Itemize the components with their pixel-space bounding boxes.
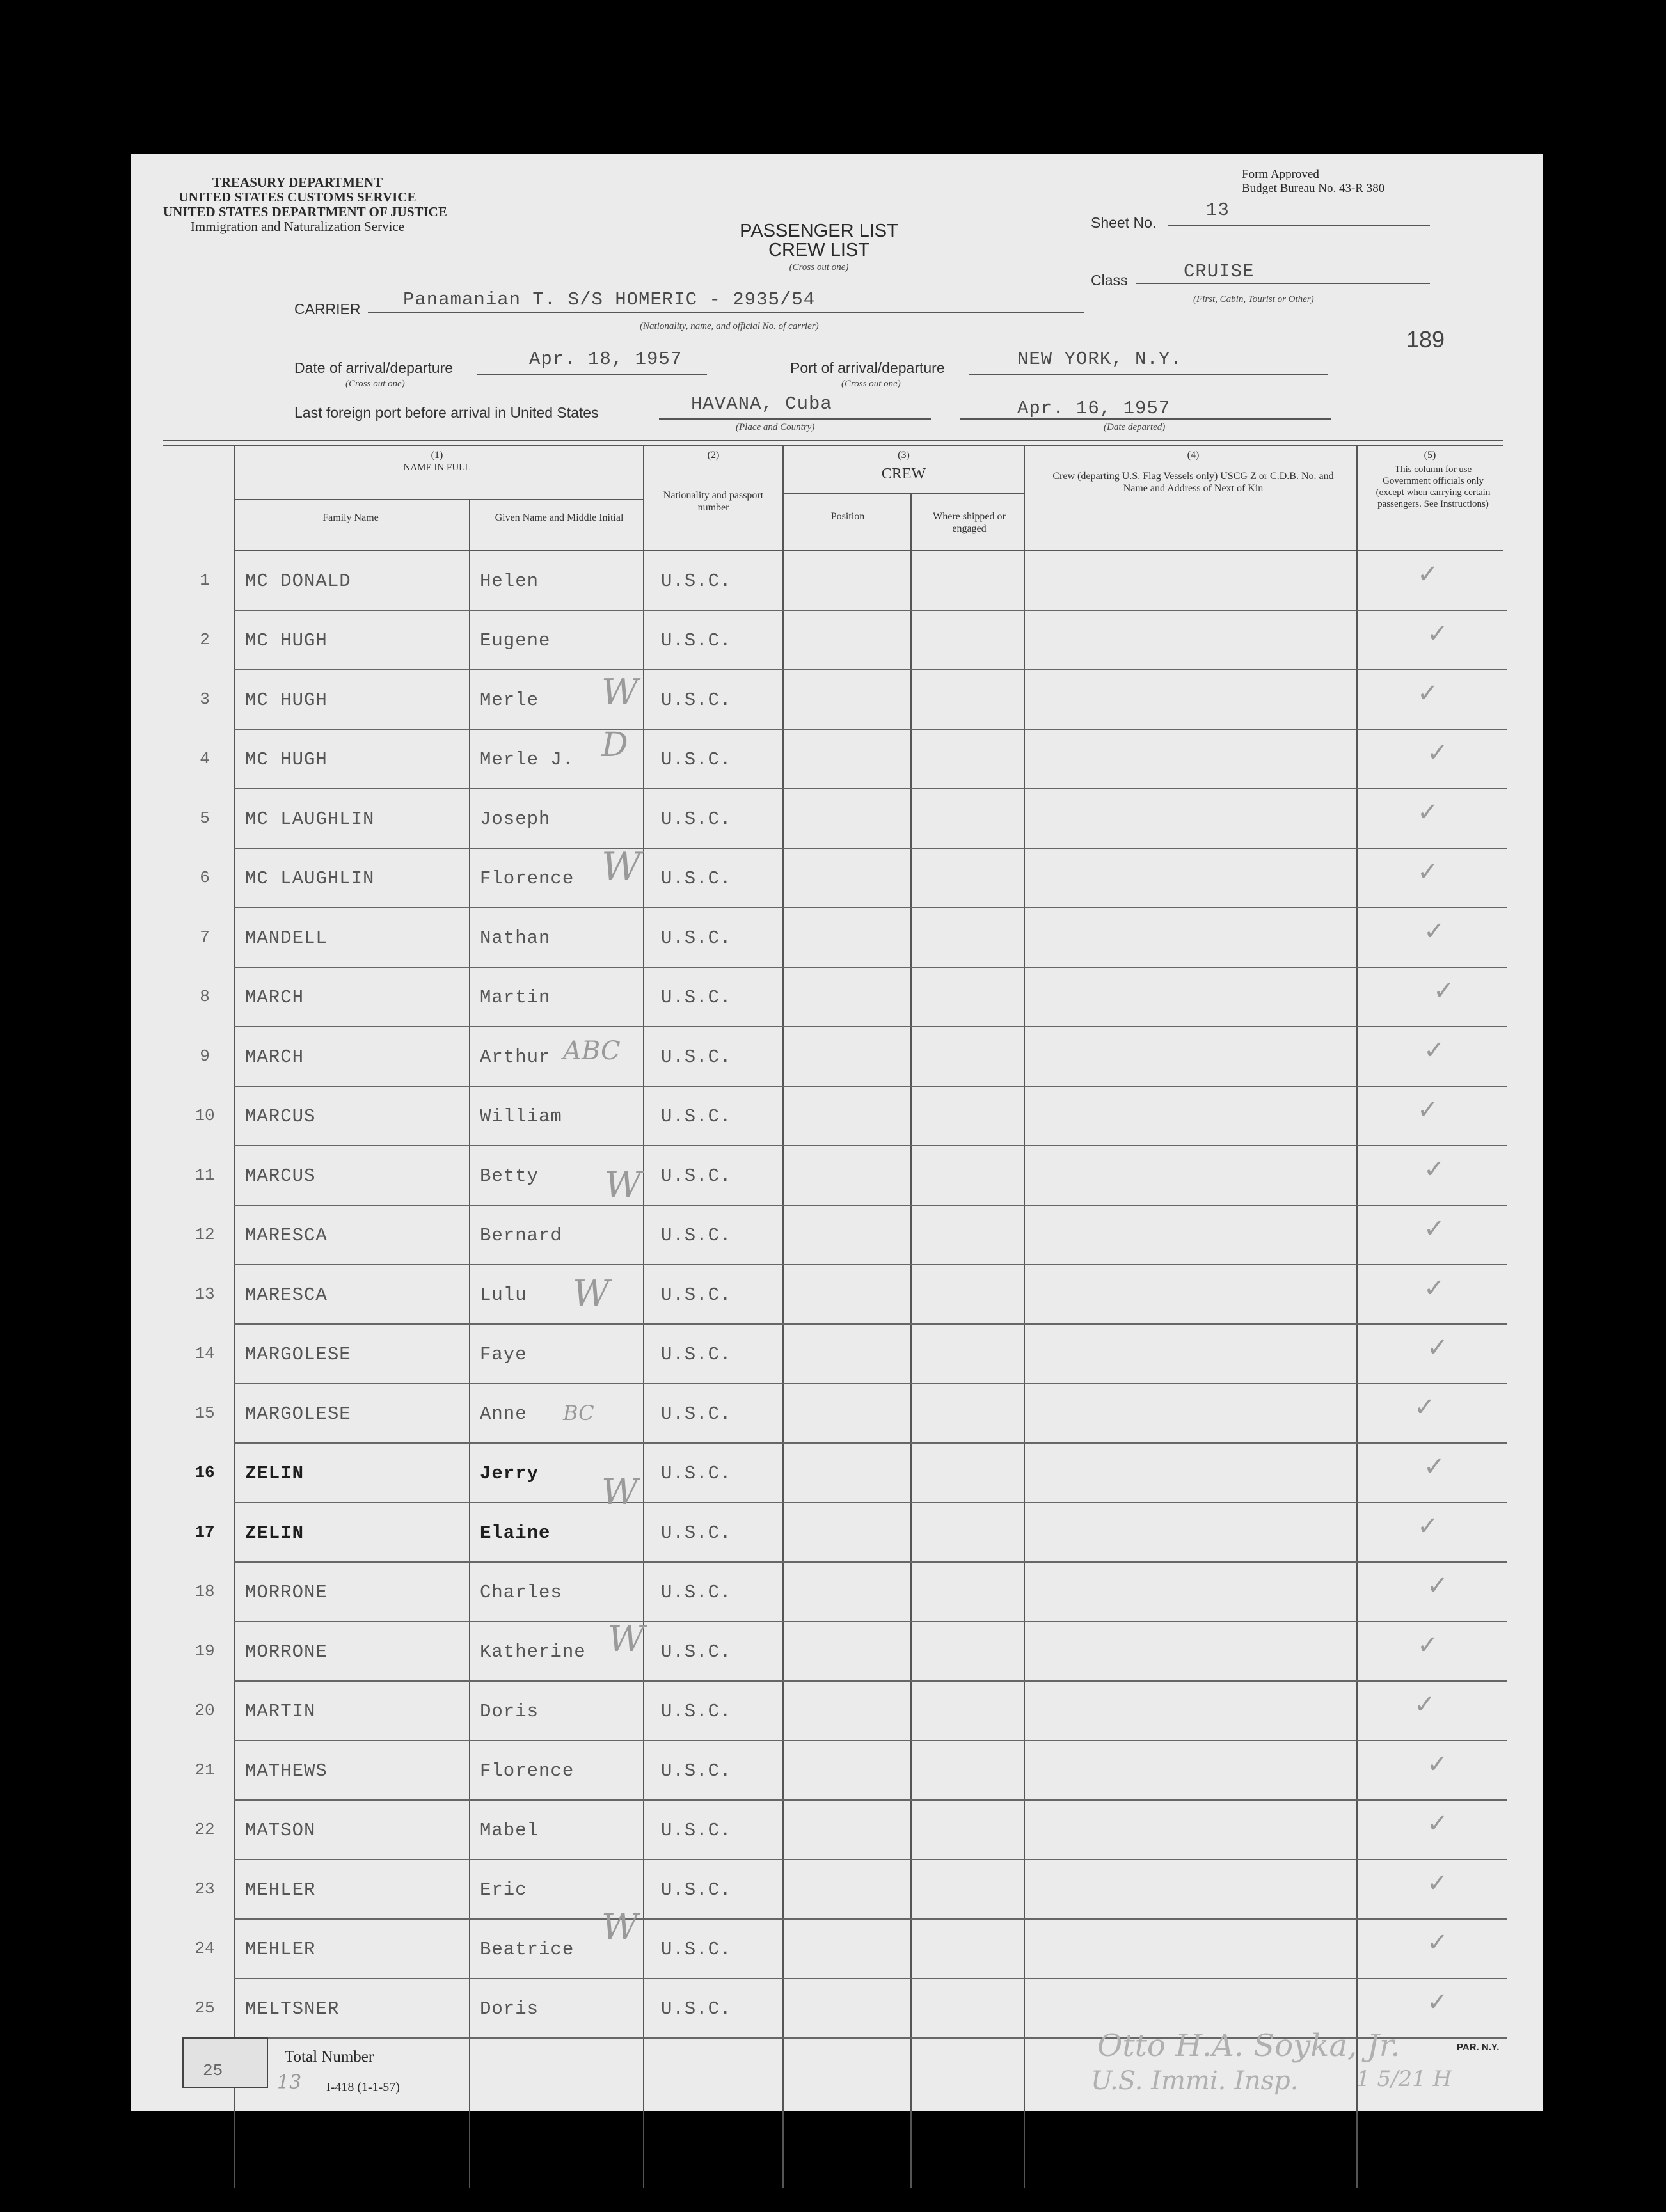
row-number: 8 xyxy=(200,987,210,1006)
row-number: 10 xyxy=(194,1106,215,1125)
check-mark-icon: ✓ xyxy=(1417,857,1439,887)
family-name: MORRONE xyxy=(245,1641,328,1663)
given-name: Merle J. xyxy=(480,749,575,770)
row-number: 18 xyxy=(194,1582,215,1601)
check-mark-icon: ✓ xyxy=(1414,1393,1436,1422)
family-name: MARGOLESE xyxy=(245,1344,351,1365)
nationality: U.S.C. xyxy=(661,1760,732,1781)
given-name: Betty xyxy=(480,1165,539,1187)
handwritten-mark: D xyxy=(601,726,628,764)
sheet-value: 13 xyxy=(1206,200,1230,221)
family-name: MC HUGH xyxy=(245,749,328,770)
check-mark-icon: ✓ xyxy=(1427,1571,1448,1600)
row-divider xyxy=(234,610,1507,611)
row-number: 21 xyxy=(194,1760,215,1780)
row-number: 15 xyxy=(194,1403,215,1423)
row-number: 20 xyxy=(194,1701,215,1720)
nationality: U.S.C. xyxy=(661,1225,732,1246)
family-name: ZELIN xyxy=(245,1522,305,1544)
check-mark-icon: ✓ xyxy=(1417,560,1439,589)
family-name: MARCUS xyxy=(245,1165,316,1187)
given-name: Merle xyxy=(480,690,539,711)
port-label: Port of arrival/departure xyxy=(790,359,945,376)
handwritten-mark: W xyxy=(608,1618,645,1660)
family-name: MELTSNER xyxy=(245,1998,340,2019)
nationality: U.S.C. xyxy=(661,1641,732,1663)
given-name: Joseph xyxy=(480,809,551,830)
row-number: 3 xyxy=(200,690,210,709)
budget-bureau: Budget Bureau No. 43-R 380 xyxy=(1242,182,1385,195)
nationality: U.S.C. xyxy=(661,1463,732,1484)
col4-title: Crew (departing U.S. Flag Vessels only) USCG Z or C.D.B. No. and Name and Address of Next of Kin xyxy=(1052,471,1334,494)
check-mark-icon: ✓ xyxy=(1427,1928,1448,1957)
nationality: U.S.C. xyxy=(661,1284,732,1306)
family-name: MARCH xyxy=(245,987,305,1008)
row-number: 22 xyxy=(194,1820,215,1839)
cross-out-note: (Cross out one) xyxy=(789,262,849,273)
class-label: Class xyxy=(1091,272,1128,288)
given-name: Arthur xyxy=(480,1047,551,1068)
inspector-title: U.S. Immi. Insp. xyxy=(1091,2066,1299,2096)
nationality: U.S.C. xyxy=(661,928,732,949)
check-mark-icon: ✓ xyxy=(1417,798,1439,827)
stamp-note: 1 5/21 H xyxy=(1356,2066,1452,2092)
printer-mark: PAR. N.Y. xyxy=(1457,2042,1500,2053)
row-divider xyxy=(234,1799,1507,1801)
given-name: Florence xyxy=(480,868,575,889)
check-mark-icon: ✓ xyxy=(1427,1868,1448,1898)
row-divider xyxy=(234,1561,1507,1563)
family-name: MC DONALD xyxy=(245,571,351,592)
check-mark-icon: ✓ xyxy=(1427,1750,1448,1779)
last-port-caption: (Place and Country) xyxy=(736,422,815,432)
row-number: 1 xyxy=(200,571,210,590)
nationality: U.S.C. xyxy=(661,749,732,770)
check-mark-icon: ✓ xyxy=(1417,1631,1439,1660)
handwritten-mark: ABC xyxy=(563,1036,621,1066)
handwritten-mark: W xyxy=(573,1273,610,1315)
given-name: Doris xyxy=(480,1998,539,2019)
row-number: 4 xyxy=(200,749,210,768)
family-name-header: Family Name xyxy=(322,512,379,523)
row-number: 6 xyxy=(200,868,210,887)
family-name: MATHEWS xyxy=(245,1760,328,1781)
check-mark-icon: ✓ xyxy=(1424,1452,1445,1481)
nationality: U.S.C. xyxy=(661,1344,732,1365)
check-mark-icon: ✓ xyxy=(1424,1036,1445,1065)
nationality: U.S.C. xyxy=(661,1582,732,1603)
agency-line: UNITED STATES CUSTOMS SERVICE xyxy=(178,189,416,205)
col5-title: This column for use Government officials only (except when carrying certain passengers. See Instructions) xyxy=(1376,464,1491,509)
row-number: 24 xyxy=(194,1939,215,1958)
given-name: Anne xyxy=(480,1403,527,1425)
check-mark-icon: ✓ xyxy=(1417,679,1439,708)
row-divider xyxy=(234,1383,1507,1384)
nationality: U.S.C. xyxy=(661,1165,732,1187)
nationality: U.S.C. xyxy=(661,809,732,830)
row-number: 19 xyxy=(194,1641,215,1661)
given-name: William xyxy=(480,1106,562,1127)
col4-number: (4) xyxy=(1187,450,1200,461)
total-label: Total Number xyxy=(285,2048,374,2066)
nationality: U.S.C. xyxy=(661,1403,732,1425)
row-divider xyxy=(234,1026,1507,1027)
nationality: U.S.C. xyxy=(661,1047,732,1068)
carrier-caption: (Nationality, name, and official No. of carrier) xyxy=(640,321,819,331)
check-mark-icon: ✓ xyxy=(1414,1690,1436,1719)
given-name: Eugene xyxy=(480,630,551,651)
row-number: 16 xyxy=(194,1463,215,1482)
row-divider xyxy=(234,729,1507,730)
handwritten-mark: W xyxy=(601,672,639,713)
row-number: 13 xyxy=(194,1284,215,1304)
given-name: Eric xyxy=(480,1879,527,1900)
family-name: MARTIN xyxy=(245,1701,316,1722)
family-name: MEHLER xyxy=(245,1879,316,1900)
class-value: CRUISE xyxy=(1184,261,1255,282)
row-divider xyxy=(234,967,1507,968)
check-mark-icon: ✓ xyxy=(1417,1512,1439,1541)
document-sheet xyxy=(131,154,1543,2111)
row-divider xyxy=(234,1502,1507,1503)
total-box-value: 25 xyxy=(203,2061,223,2080)
row-number: 5 xyxy=(200,809,210,828)
agency-line: UNITED STATES DEPARTMENT OF JUSTICE xyxy=(163,204,447,219)
family-name: MARESCA xyxy=(245,1284,328,1306)
check-mark-icon: ✓ xyxy=(1427,1333,1448,1363)
given-name: Bernard xyxy=(480,1225,562,1246)
given-name: Mabel xyxy=(480,1820,539,1841)
row-number: 25 xyxy=(194,1998,215,2018)
given-name: Doris xyxy=(480,1701,539,1722)
check-mark-icon: ✓ xyxy=(1427,738,1448,768)
check-mark-icon: ✓ xyxy=(1424,917,1445,946)
date-departed-value: Apr. 16, 1957 xyxy=(1017,398,1171,419)
nationality: U.S.C. xyxy=(661,690,732,711)
nationality: U.S.C. xyxy=(661,630,732,651)
total-box xyxy=(182,2037,268,2088)
where-shipped-header: Where shipped or engaged xyxy=(933,511,1006,534)
row-number: 14 xyxy=(194,1344,215,1363)
nationality: U.S.C. xyxy=(661,1998,732,2019)
row-divider xyxy=(234,1264,1507,1265)
nationality: U.S.C. xyxy=(661,1939,732,1960)
check-mark-icon: ✓ xyxy=(1424,1274,1445,1303)
given-name: Charles xyxy=(480,1582,562,1603)
last-port-value: HAVANA, Cuba xyxy=(691,393,832,415)
given-name: Lulu xyxy=(480,1284,527,1306)
row-divider xyxy=(234,848,1507,849)
check-mark-icon: ✓ xyxy=(1417,1095,1439,1125)
cross-out-note: (Cross out one) xyxy=(841,379,901,389)
row-divider xyxy=(234,907,1507,908)
row-divider xyxy=(234,1205,1507,1206)
family-name: MEHLER xyxy=(245,1939,316,1960)
given-name: Katherine xyxy=(480,1641,586,1663)
form-approved: Form Approved xyxy=(1242,168,1319,181)
row-number: 17 xyxy=(194,1522,215,1542)
agency-line: Immigration and Naturalization Service xyxy=(190,219,405,234)
given-name: Beatrice xyxy=(480,1939,575,1960)
family-name: MATSON xyxy=(245,1820,316,1841)
given-name: Florence xyxy=(480,1760,575,1781)
check-mark-icon: ✓ xyxy=(1427,1987,1448,2017)
date-label: Date of arrival/departure xyxy=(294,359,454,376)
col1-number: (1) xyxy=(431,450,443,461)
row-number: 2 xyxy=(200,630,210,649)
handwritten-mark: W xyxy=(605,1164,642,1206)
col2-number: (2) xyxy=(707,450,720,461)
given-name: Elaine xyxy=(480,1522,551,1544)
agency-line: TREASURY DEPARTMENT xyxy=(212,175,383,190)
row-number: 11 xyxy=(194,1165,215,1185)
nationality: U.S.C. xyxy=(661,868,732,889)
family-name: MC LAUGHLIN xyxy=(245,868,375,889)
family-name: MARCH xyxy=(245,1047,305,1068)
family-name: MARCUS xyxy=(245,1106,316,1127)
row-number: 9 xyxy=(200,1047,210,1066)
inspector-signature: Otto H.A. Soyka, Jr. xyxy=(1097,2028,1400,2064)
family-name: ZELIN xyxy=(245,1463,305,1484)
carrier-value: Panamanian T. S/S HOMERIC - 2935/54 xyxy=(403,289,816,310)
family-name: MC LAUGHLIN xyxy=(245,809,375,830)
family-name: MANDELL xyxy=(245,928,328,949)
carrier-label: CARRIER xyxy=(294,301,361,317)
page-number: 189 xyxy=(1406,326,1445,352)
row-divider xyxy=(234,1442,1507,1444)
given-name: Helen xyxy=(480,571,539,592)
given-name: Nathan xyxy=(480,928,551,949)
row-divider xyxy=(234,1086,1507,1087)
port-value: NEW YORK, N.Y. xyxy=(1017,349,1182,370)
check-mark-icon: ✓ xyxy=(1427,1809,1448,1838)
form-number: I-418 (1-1-57) xyxy=(326,2080,400,2094)
given-name-header: Given Name and Middle Initial xyxy=(495,512,624,523)
row-divider xyxy=(234,1680,1507,1682)
handwritten-mark: BC xyxy=(563,1401,594,1425)
row-divider xyxy=(234,1145,1507,1146)
col1-title: NAME IN FULL xyxy=(403,462,471,473)
nationality: U.S.C. xyxy=(661,1879,732,1900)
handwritten-mark: W xyxy=(601,844,641,889)
nationality: U.S.C. xyxy=(661,571,732,592)
nationality: U.S.C. xyxy=(661,1106,732,1127)
given-name: Martin xyxy=(480,987,551,1008)
check-mark-icon: ✓ xyxy=(1427,619,1448,649)
given-name: Jerry xyxy=(480,1463,539,1484)
row-number: 23 xyxy=(194,1879,215,1899)
col5-number: (5) xyxy=(1424,450,1436,461)
handwritten-mark: W xyxy=(601,1906,639,1948)
given-name: Faye xyxy=(480,1344,527,1365)
check-mark-icon: ✓ xyxy=(1424,1155,1445,1184)
title-crew-list: CREW LIST xyxy=(768,240,869,260)
row-divider xyxy=(234,1978,1507,1979)
row-divider xyxy=(234,1323,1507,1325)
sheet-label: Sheet No. xyxy=(1091,214,1157,231)
agency-header xyxy=(163,175,447,234)
col3-title: CREW xyxy=(881,466,926,482)
family-name: MC HUGH xyxy=(245,630,328,651)
row-divider xyxy=(234,1918,1507,1920)
date-value: Apr. 18, 1957 xyxy=(529,349,683,370)
row-divider xyxy=(234,1859,1507,1860)
family-name: MARGOLESE xyxy=(245,1403,351,1425)
family-name: MORRONE xyxy=(245,1582,328,1603)
row-divider xyxy=(234,1740,1507,1741)
nationality: U.S.C. xyxy=(661,1701,732,1722)
row-divider xyxy=(234,1621,1507,1622)
total-handwritten: 13 xyxy=(277,2071,302,2094)
title-passenger-list: PASSENGER LIST xyxy=(740,221,898,241)
nationality: U.S.C. xyxy=(661,987,732,1008)
nationality: U.S.C. xyxy=(661,1820,732,1841)
last-port-label: Last foreign port before arrival in United States xyxy=(294,404,599,421)
handwritten-mark: W xyxy=(601,1471,639,1513)
family-name: MARESCA xyxy=(245,1225,328,1246)
family-name: MC HUGH xyxy=(245,690,328,711)
nationality: U.S.C. xyxy=(661,1522,732,1544)
class-caption: (First, Cabin, Tourist or Other) xyxy=(1193,294,1314,304)
col3-number: (3) xyxy=(898,450,910,461)
row-number: 7 xyxy=(200,928,210,947)
cross-out-note: (Cross out one) xyxy=(345,379,405,389)
row-number: 12 xyxy=(194,1225,215,1244)
check-mark-icon: ✓ xyxy=(1424,1214,1445,1244)
row-divider xyxy=(234,669,1507,670)
row-divider xyxy=(234,788,1507,789)
col2-title: Nationality and passport number xyxy=(663,490,764,513)
check-mark-icon: ✓ xyxy=(1433,976,1455,1006)
date-departed-caption: (Date departed) xyxy=(1104,422,1166,432)
position-header: Position xyxy=(830,511,865,522)
